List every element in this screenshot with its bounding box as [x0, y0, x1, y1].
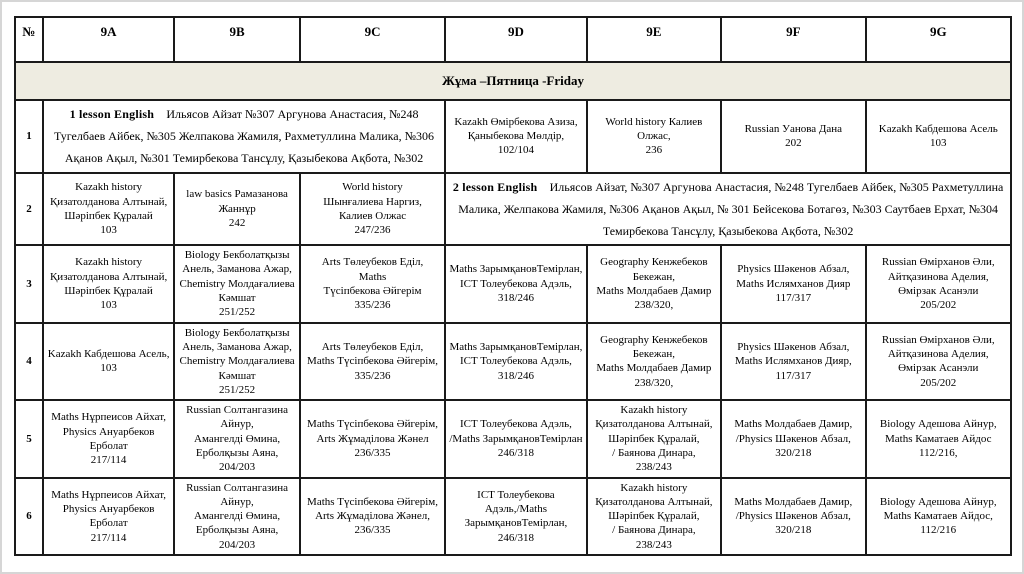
- class-column-header-9C: 9C: [300, 17, 445, 62]
- schedule-cell: World history Шынғалиева Наргиз, Калиев Олжас 247/236: [300, 173, 445, 246]
- schedule-cell: Maths ЗарымқановТемірлан, ICT Толеубекова Адэль, 318/246: [445, 245, 586, 322]
- schedule-cell: Maths Түсіпбекова Әйгерім, Arts Жұмаділова Жәнел 236/335: [300, 400, 445, 477]
- schedule-cell: Maths Нұрпеисов Айхат, Physics Ануарбеков Ерболат 217/114: [43, 478, 174, 555]
- lesson-number-label: 2 lesson English: [452, 179, 550, 194]
- schedule-cell: law basics Рамазанова Жаннұр 242: [174, 173, 299, 246]
- schedule-cell: Kazakh history Қизатолданова Алтынай, Шәріпбек Құралай 103: [43, 245, 174, 322]
- schedule-cell: Arts Төлеубеков Еділ, Maths Түсіпбекова Әйгерім, 335/236: [300, 323, 445, 400]
- lesson-row-3: [15, 245, 1011, 322]
- lesson-row-2: [15, 173, 1011, 246]
- merged-lesson-cell: 2 lesson English Ильясов Айзат, №307 Аргунова Анастасия, №248 Тугелбаев Айбек, №305 Рахметуллина Малика, Желпакова Жамиля, №306 Ақанов Ақыл, № 301 Бейсекова Ботагөз, №303 Саутбаев Ерхат, №304 Темирбекова Тансұлу, Қазыбекова Ақбота, №302: [445, 173, 1011, 246]
- merged-lesson-cell: 1 lesson English Ильясов Айзат №307 Аргунова Анастасия, №248 Тугелбаев Айбек, №305 Желпакова Жамиля, Рахметуллина Малика, №306 Ақанов Ақыл, №301 Темирбекова Тансұлу, Қазыбекова Ақбота, №302: [43, 100, 445, 173]
- number-column-header: №: [15, 17, 43, 62]
- schedule-cell: Maths Молдабаев Дамир, /Physics Шәкенов Абзал, 320/218: [721, 400, 865, 477]
- schedule-cell: Biology Бекболатқызы Анель, Заманова Ажар, Chemistry Молдағалиева Кәмшат 251/252: [174, 323, 299, 400]
- schedule-cell: Physics Шәкенов Абзал, Maths Ислямханов Дияр, 117/317: [721, 323, 865, 400]
- lesson-row-5: [15, 400, 1011, 477]
- schedule-cell: World history Калиев Олжас, 236: [587, 100, 721, 173]
- schedule-cell: Russian Өмірханов Әли, Айтқазинова Аделия, Өмірзак Асанэли 205/202: [866, 323, 1011, 400]
- schedule-cell: Maths Молдабаев Дамир, /Physics Шәкенов Абзал, 320/218: [721, 478, 865, 555]
- lesson-row-4: [15, 323, 1011, 400]
- schedule-cell: Kazakh history Қизатолданова Алтынай, Шәріпбек Құралай, / Баянова Динара, 238/243: [587, 478, 721, 555]
- schedule-cell: Russian Солтангазина Айнур, Амангелді Өмина, Ерболқызы Аяна, 204/203: [174, 400, 299, 477]
- schedule-cell: Biology Адешова Айнур, Maths Каматаев Айдос, 112/216: [866, 478, 1011, 555]
- schedule-cell: Geography Кенжебеков Бекежан, Maths Молдабаев Дамир 238/320,: [587, 245, 721, 322]
- schedule-cell: Russian Солтангазина Айнур, Амангелді Өмина, Ерболқызы Аяна, 204/203: [174, 478, 299, 555]
- row-number: 6: [15, 478, 43, 555]
- schedule-cell: Physics Шәкенов Абзал, Maths Ислямханов Дияр 117/317: [721, 245, 865, 322]
- lesson-row-1: [15, 100, 1011, 173]
- day-banner-row: [15, 62, 1011, 100]
- class-column-header-9B: 9B: [174, 17, 299, 62]
- class-header-row: [15, 17, 1011, 62]
- schedule-cell: Kazakh Кабдешова Асель, 103: [43, 323, 174, 400]
- schedule-cell: Russian Уанова Дана 202: [721, 100, 865, 173]
- schedule-cell: ICT Толеубекова Адэль, /Maths ЗарымқановТемірлан 246/318: [445, 400, 586, 477]
- row-number: 2: [15, 173, 43, 246]
- timetable-table: [14, 16, 1012, 556]
- row-number: 3: [15, 245, 43, 322]
- schedule-cell: Kazakh Өмірбекова Азиза, Қаныбекова Мөлдір, 102/104: [445, 100, 586, 173]
- row-number: 5: [15, 400, 43, 477]
- schedule-cell: Maths ЗарымқановТемірлан, ICT Толеубекова Адэль, 318/246: [445, 323, 586, 400]
- schedule-cell: ICT Толеубекова Адэль,/Maths ЗарымқановТемірлан, 246/318: [445, 478, 586, 555]
- class-column-header-9E: 9E: [587, 17, 721, 62]
- schedule-cell: Biology Бекболатқызы Анель, Заманова Ажар, Chemistry Молдағалиева Кәмшат 251/252: [174, 245, 299, 322]
- class-column-header-9F: 9F: [721, 17, 865, 62]
- row-number: 4: [15, 323, 43, 400]
- day-banner: Жұма –Пятница -Friday: [15, 62, 1011, 100]
- class-column-header-9A: 9A: [43, 17, 174, 62]
- schedule-cell: Biology Адешова Айнур, Maths Каматаев Айдос 112/216,: [866, 400, 1011, 477]
- schedule-cell: Arts Төлеубеков Еділ, Maths Түсіпбекова Әйгерім 335/236: [300, 245, 445, 322]
- schedule-cell: Geography Кенжебеков Бекежан, Maths Молдабаев Дамир 238/320,: [587, 323, 721, 400]
- schedule-cell: Kazakh history Қизатолданова Алтынай, Шәріпбек Құралай 103: [43, 173, 174, 246]
- class-column-header-9G: 9G: [866, 17, 1011, 62]
- row-number: 1: [15, 100, 43, 173]
- schedule-cell: Kazakh Кабдешова Асель 103: [866, 100, 1011, 173]
- schedule-cell: Russian Өмірханов Әли, Айтқазинова Аделия, Өмірзак Асанэли 205/202: [866, 245, 1011, 322]
- lesson-row-6: [15, 478, 1011, 555]
- schedule-cell: Maths Нұрпеисов Айхат, Physics Ануарбеков Ерболат 217/114: [43, 400, 174, 477]
- schedule-cell: Maths Түсіпбекова Әйгерім, Arts Жұмаділова Жәнел, 236/335: [300, 478, 445, 555]
- schedule-cell: Kazakh history Қизатолданова Алтынай, Шәріпбек Құралай, / Баянова Динара, 238/243: [587, 400, 721, 477]
- lesson-number-label: 1 lesson English: [69, 107, 167, 121]
- class-column-header-9D: 9D: [445, 17, 586, 62]
